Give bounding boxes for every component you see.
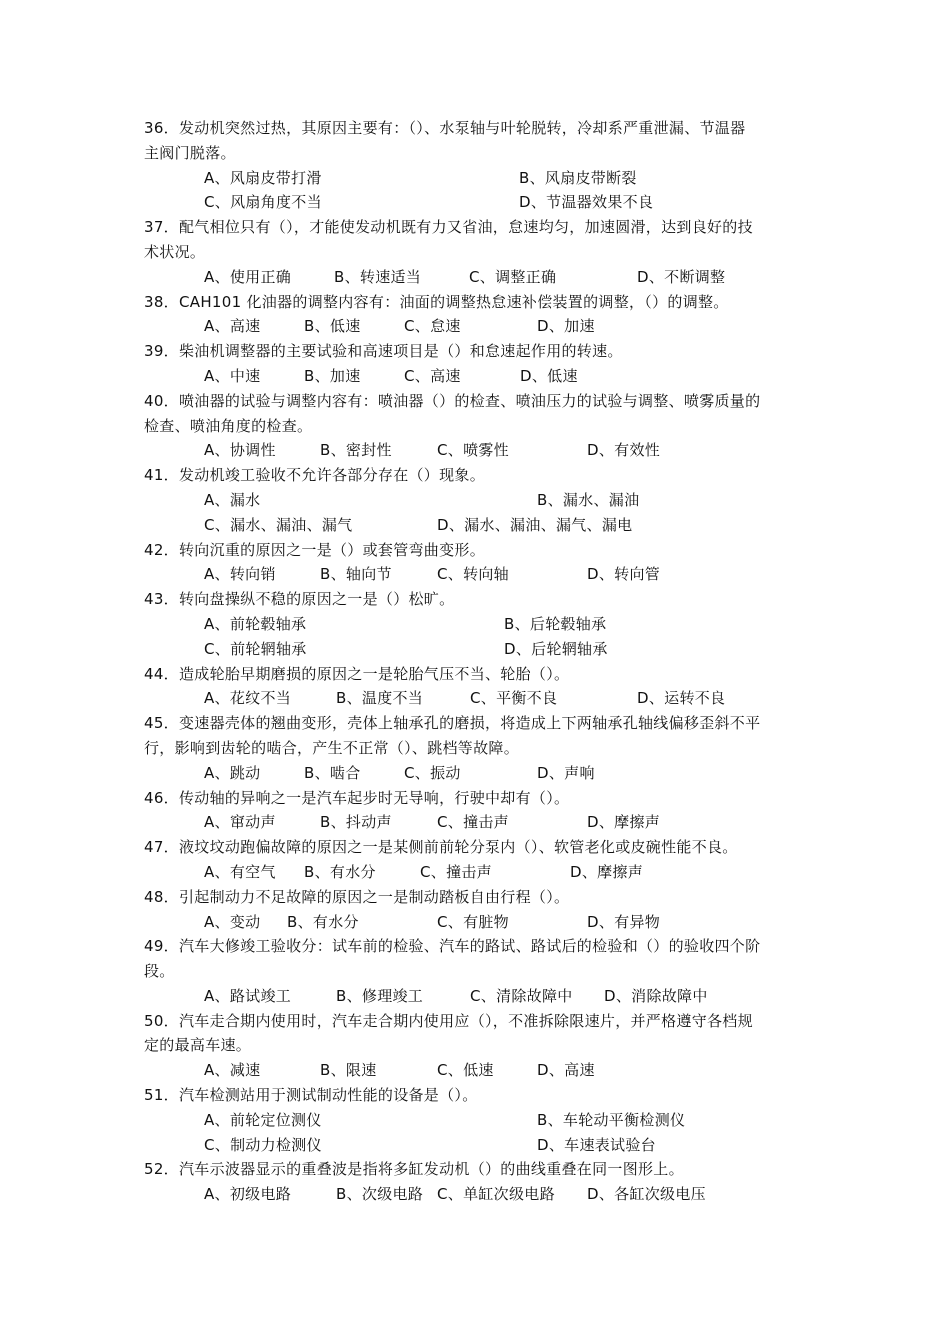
answer-option: D、转向管: [587, 565, 661, 584]
answer-option: A、使用正确: [204, 267, 292, 286]
question-text-line: 39．柴油机调整器的主要试验和高速项目是（）和怠速起作用的转速。: [144, 342, 623, 361]
question-text-line: 47．液坟坟动跑偏故障的原因之一是某侧前前轮分泵内（）、软管老化或皮碗性能不良。: [144, 838, 738, 857]
question-text-line: 37．配气相位只有（），才能使发动机既有力又省油，怠速均匀，加速圆滑，达到良好的技: [144, 218, 753, 237]
answer-option: C、前轮辋轴承: [204, 639, 307, 658]
question-text-line: 42．转向沉重的原因之一是（）或套管弯曲变形。: [144, 540, 485, 559]
option-row: [144, 364, 824, 389]
question-text-line: 主阀门脱落。: [144, 143, 236, 162]
answer-option: B、轴向节: [320, 565, 392, 584]
option-row: [144, 810, 824, 835]
answer-option: D、摩擦声: [587, 813, 661, 832]
answer-option: C、漏水、漏油、漏气: [204, 515, 353, 534]
answer-option: A、变动: [204, 912, 261, 931]
question-text-line: 检查、喷油角度的检查。: [144, 416, 313, 435]
question-text-line: 51．汽车检测站用于测试制动性能的设备是（）。: [144, 1086, 478, 1105]
question-text-line: 43．转向盘操纵不稳的原因之一是（）松旷。: [144, 590, 455, 609]
answer-option: C、平衡不良: [470, 689, 558, 708]
answer-option: D、有效性: [587, 441, 661, 460]
answer-option: C、风扇角度不当: [204, 193, 322, 212]
question-text-line: 44．造成轮胎早期磨损的原因之一是轮胎气压不当、轮胎（）。: [144, 664, 570, 683]
question-text-line: 40．喷油器的试验与调整内容有：喷油器（）的检查、喷油压力的试验与调整、喷雾质量的: [144, 391, 761, 410]
answer-option: B、车轮动平衡检测仪: [537, 1110, 686, 1129]
question-text-line: 38．CAH101 化油器的调整内容有：油面的调整热怠速补偿装置的调整，（）的调整。: [144, 292, 729, 311]
answer-option: A、窜动声: [204, 813, 276, 832]
answer-option: D、有异物: [587, 912, 661, 931]
answer-option: C、制动力检测仪: [204, 1135, 322, 1154]
question-text-line: 50．汽车走合期内使用时，汽车走合期内使用应（），不准拆除限速片，并严格遵守各档规: [144, 1011, 753, 1030]
question-48: [144, 885, 824, 935]
answer-option: A、风扇皮带打滑: [204, 168, 322, 187]
question-text-line: 46．传动轴的异响之一是汽车起步时无导响，行驶中却有（）。: [144, 788, 570, 807]
option-row: [144, 761, 824, 786]
option-row: [144, 1133, 824, 1158]
answer-option: D、声响: [537, 763, 595, 782]
answer-option: C、高速: [404, 366, 461, 385]
answer-option: A、中速: [204, 366, 261, 385]
answer-option: B、修理竣工: [336, 986, 424, 1005]
question-text-line: 45．变速器壳体的翘曲变形，壳体上轴承孔的磨损，将造成上下两轴承孔轴线偏移歪斜不平: [144, 714, 761, 733]
answer-option: D、高速: [537, 1061, 595, 1080]
answer-option: D、不断调整: [637, 267, 726, 286]
option-row: [144, 1058, 824, 1083]
answer-option: D、各缸次级电压: [587, 1185, 706, 1204]
option-row: [144, 860, 824, 885]
answer-option: A、花纹不当: [204, 689, 292, 708]
option-row: [144, 910, 824, 935]
option-row: [144, 1108, 824, 1133]
question-36: [144, 116, 824, 215]
question-text-line: 行，影响到齿轮的啮合，产生不正常（）、跳档等故障。: [144, 738, 520, 757]
question-47: [144, 835, 824, 885]
answer-option: C、怠速: [404, 317, 461, 336]
question-text-line: 36．发动机突然过热，其原因主要有：（）、水泵轴与叶轮脱转，冷却系严重泄漏、节温器: [144, 119, 746, 137]
answer-option: C、撞击声: [420, 862, 492, 881]
answer-option: B、有水分: [287, 912, 359, 931]
answer-option: B、漏水、漏油: [537, 490, 640, 509]
question-text-line: 48．引起制动力不足故障的原因之一是制动踏板自由行程（）。: [144, 887, 570, 906]
answer-option: A、协调性: [204, 441, 276, 460]
question-text-line: 段。: [144, 962, 175, 981]
answer-option: D、后轮辋轴承: [504, 639, 608, 658]
answer-option: B、风扇皮带断裂: [519, 168, 637, 187]
option-row: [144, 314, 824, 339]
answer-option: B、限速: [320, 1061, 377, 1080]
question-40: [144, 389, 824, 463]
option-row: [144, 265, 824, 290]
answer-option: B、密封性: [320, 441, 392, 460]
option-row: [144, 984, 824, 1009]
answer-option: D、低速: [520, 366, 578, 385]
answer-option: B、有水分: [304, 862, 376, 881]
option-row: [144, 637, 824, 662]
answer-option: B、后轮毂轴承: [504, 614, 607, 633]
answer-option: D、运转不良: [637, 689, 726, 708]
answer-option: A、漏水: [204, 490, 261, 509]
answer-option: B、啮合: [304, 763, 361, 782]
question-text-line: 49．汽车大修竣工验收分：试车前的检验、汽车的路试、路试后的检验和（）的验收四个阶: [144, 937, 761, 956]
answer-option: C、调整正确: [469, 267, 557, 286]
answer-option: A、减速: [204, 1061, 261, 1080]
answer-option: B、次级电路: [336, 1185, 424, 1204]
question-51: [144, 1083, 824, 1157]
answer-option: A、跳动: [204, 763, 261, 782]
answer-option: D、节温器效果不良: [519, 193, 654, 212]
answer-option: D、车速表试验台: [537, 1135, 656, 1154]
answer-option: C、低速: [437, 1061, 494, 1080]
answer-option: B、加速: [304, 366, 361, 385]
question-38: [144, 290, 824, 340]
option-row: [144, 438, 824, 463]
answer-option: C、有脏物: [437, 912, 509, 931]
question-45: [144, 711, 824, 785]
question-37: [144, 215, 824, 289]
question-43: [144, 587, 824, 661]
answer-option: D、消除故障中: [604, 986, 708, 1005]
question-text-line: 定的最高车速。: [144, 1036, 252, 1055]
answer-option: A、有空气: [204, 862, 276, 881]
answer-option: A、前轮定位测仪: [204, 1110, 322, 1129]
question-text-line: 52．汽车示波器显示的重叠波是指将多缸发动机（）的曲线重叠在同一图形上。: [144, 1160, 684, 1179]
answer-option: A、高速: [204, 317, 261, 336]
question-46: [144, 786, 824, 836]
option-row: [144, 562, 824, 587]
answer-option: D、漏水、漏油、漏气、漏电: [437, 515, 633, 534]
question-42: [144, 538, 824, 588]
option-row: [144, 166, 824, 191]
answer-option: B、转速适当: [334, 267, 422, 286]
answer-option: C、撞击声: [437, 813, 509, 832]
answer-option: A、初级电路: [204, 1185, 292, 1204]
answer-option: C、清除故障中: [470, 986, 573, 1005]
option-row: [144, 686, 824, 711]
option-row: [144, 513, 824, 538]
option-row: [144, 190, 824, 215]
answer-option: D、摩擦声: [570, 862, 644, 881]
answer-option: C、转向轴: [437, 565, 509, 584]
question-49: [144, 934, 824, 1008]
answer-option: B、温度不当: [336, 689, 424, 708]
answer-option: B、低速: [304, 317, 361, 336]
question-39: [144, 339, 824, 389]
question-50: [144, 1009, 824, 1083]
option-row: [144, 612, 824, 637]
answer-option: A、前轮毂轴承: [204, 614, 307, 633]
question-text-line: 术状况。: [144, 242, 206, 261]
answer-option: C、单缸次级电路: [437, 1185, 555, 1204]
answer-option: C、喷雾性: [437, 441, 509, 460]
question-text-line: 41．发动机竣工验收不允许各部分存在（）现象。: [144, 466, 485, 485]
question-document: [144, 116, 824, 1207]
answer-option: C、振动: [404, 763, 461, 782]
question-44: [144, 662, 824, 712]
answer-option: A、转向销: [204, 565, 276, 584]
question-52: [144, 1157, 824, 1207]
option-row: [144, 1182, 824, 1207]
answer-option: B、抖动声: [320, 813, 392, 832]
question-41: [144, 463, 824, 537]
answer-option: A、路试竣工: [204, 986, 292, 1005]
option-row: [144, 488, 824, 513]
answer-option: D、加速: [537, 317, 595, 336]
